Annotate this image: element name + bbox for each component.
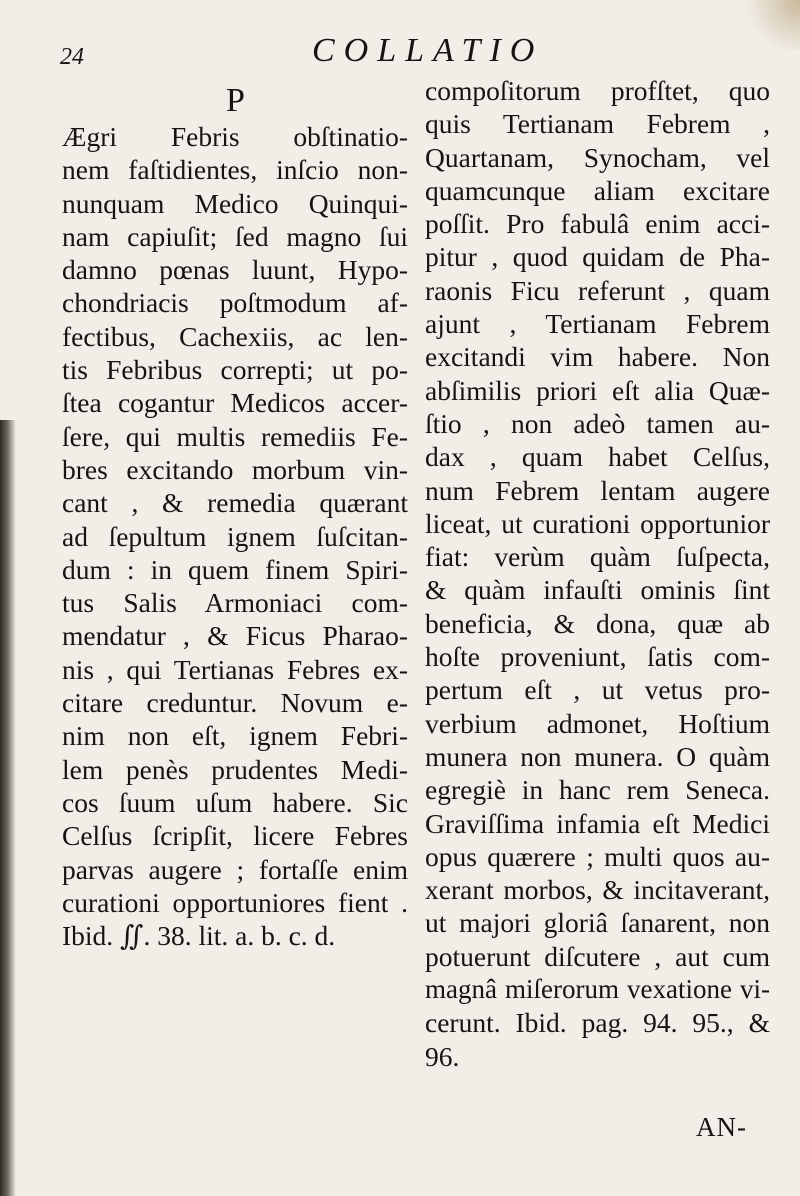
right-column-line: Quartanam, Synocham, vel: [425, 141, 770, 173]
right-column-line: pertum eſt , ut vetus pro-: [425, 674, 770, 706]
right-column-line: liceat, ut curationi opportunior: [425, 507, 770, 539]
right-column-line: raonis Ficu referunt , quam: [425, 274, 770, 306]
page-binding-shadow: [0, 420, 16, 1196]
left-column-line: nim non eſt, ignem Febri-: [62, 720, 408, 752]
left-column-line: parvas augere ; fortaſſe enim: [62, 853, 408, 885]
left-column-line: Ibid. ∬. 38. lit. a. b. c. d.: [62, 920, 336, 952]
left-column-line: bres excitando morbum vin-: [62, 453, 408, 485]
left-column-line: ſtea cogantur Medicos accer-: [62, 387, 408, 419]
left-column-line: Ægri Febris obſtinatio-: [62, 121, 408, 152]
left-column-line: curationi opportuniores fient .: [62, 886, 408, 918]
left-column-line: Celſus ſcripſit, licere Febres: [62, 820, 408, 852]
right-column-line: quis Tertianam Febrem ,: [425, 108, 770, 140]
running-head: COLLATIO: [312, 32, 544, 69]
right-column-line: opus quærere ; multi quos au-: [425, 840, 770, 872]
right-column-line: quamcunque aliam excitare: [425, 174, 770, 206]
right-column-line: compoſitorum profſtet, quo: [425, 75, 770, 106]
right-column-line: xerant morbos, & incitaverant,: [425, 874, 770, 906]
left-column-line: tis Febribus correpti; ut po-: [62, 354, 408, 386]
right-column-line: excitandi vim habere. Non: [425, 341, 770, 373]
left-column-line: cant , & remedia quærant: [62, 487, 408, 519]
right-column-line: ſtio , non adeò tamen au-: [425, 407, 770, 439]
left-column-line: tus Salis Armoniaci com-: [62, 587, 408, 619]
section-initial: P: [226, 82, 245, 119]
right-column-line: 96.: [425, 1040, 460, 1072]
left-column-line: nem faſtidientes, inſcio non-: [62, 154, 408, 186]
right-column-line: ut majori gloriâ ſanarent, non: [425, 907, 770, 939]
right-column-line: cerunt. Ibid. pag. 94. 95., &: [425, 1007, 770, 1039]
page-number: 24: [60, 44, 84, 70]
left-column-line: nunquam Medico Quinqui-: [62, 187, 408, 219]
right-column: [425, 74, 770, 1073]
page-stain: [740, 0, 800, 50]
right-column-line: num Febrem lentam augere: [425, 474, 770, 506]
right-column-line: pitur , quod quidam de Pha-: [425, 241, 770, 273]
right-column-line: potuerunt diſcutere , aut cum: [425, 940, 770, 972]
right-column-line: dax , quam habet Celſus,: [425, 441, 770, 473]
left-column-line: nam capiuſit; ſed magno ſui: [62, 220, 408, 252]
right-column-line: hoſte proveniunt, ſatis com-: [425, 641, 770, 673]
right-column-line: poſſit. Pro fabulâ enim acci-: [425, 208, 770, 240]
catchword: AN-: [696, 1112, 747, 1142]
left-column: [62, 120, 408, 952]
right-column-line: Graviſſima infamia eſt Medici: [425, 807, 770, 839]
right-column-line: egregiè in hanc rem Seneca.: [425, 774, 770, 806]
right-column-line: abſimilis priori eſt alia Quæ-: [425, 374, 770, 406]
left-column-line: lem penès prudentes Medi-: [62, 753, 408, 785]
left-column-line: damno pœnas luunt, Hypo-: [62, 254, 408, 286]
left-column-line: mendatur , & Ficus Pharao-: [62, 620, 408, 652]
left-column-line: fectibus, Cachexiis, ac len-: [62, 320, 408, 352]
right-column-line: & quàm infauſti ominis ſint: [425, 574, 770, 606]
left-column-line: chondriacis poſtmodum af-: [62, 287, 408, 319]
left-column-line: ſere, qui multis remediis Fe-: [62, 420, 408, 452]
right-column-line: munera non munera. O quàm: [425, 740, 770, 772]
right-column-line: fiat: verùm quàm ſuſpecta,: [425, 541, 770, 573]
left-column-line: nis , qui Tertianas Febres ex-: [62, 653, 408, 685]
right-column-line: beneficia, & dona, quæ ab: [425, 607, 770, 639]
right-column-line: ajunt , Tertianam Febrem: [425, 308, 770, 340]
right-column-line: verbium admonet, Hoſtium: [425, 707, 770, 739]
left-column-line: cos ſuum uſum habere. Sic: [62, 786, 408, 818]
left-column-line: citare creduntur. Novum e-: [62, 687, 408, 719]
left-column-line: ad ſepultum ignem ſuſcitan-: [62, 520, 408, 552]
right-column-line: magnâ miſerorum vexatione vi-: [425, 974, 770, 1005]
left-column-line: dum : in quem finem Spiri-: [62, 553, 408, 585]
